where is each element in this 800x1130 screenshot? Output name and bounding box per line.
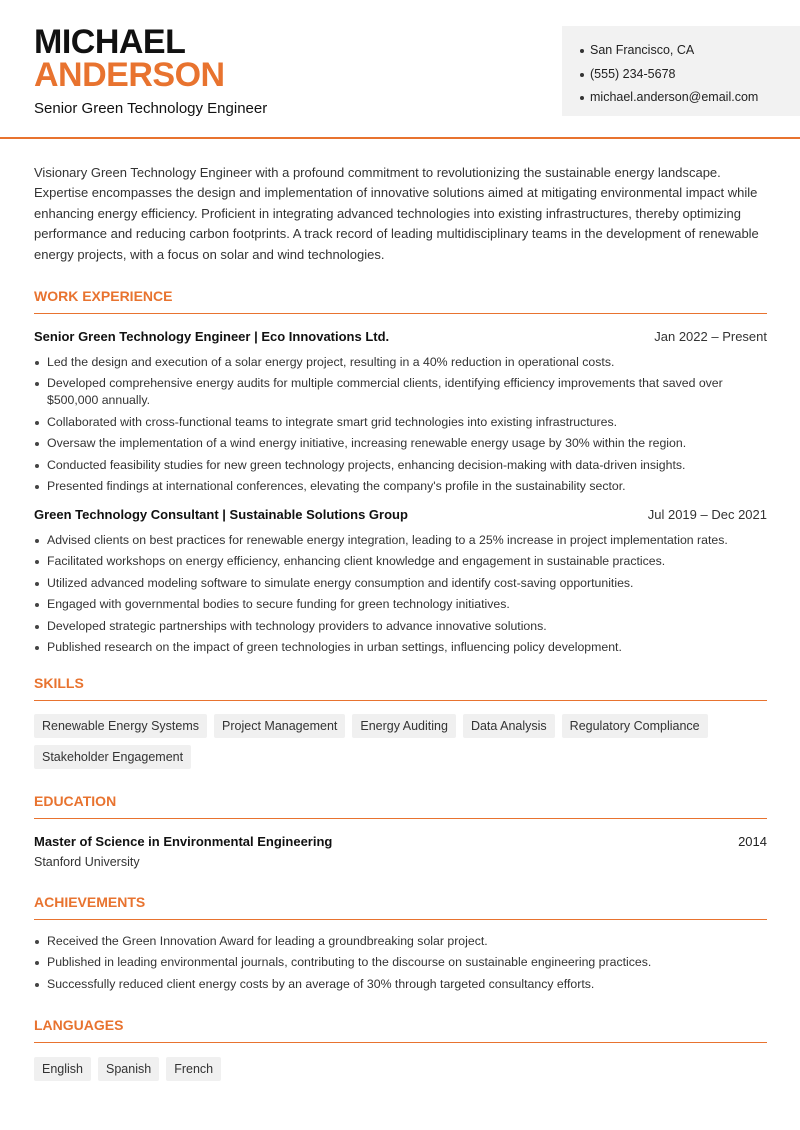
list-item: Developed comprehensive energy audits for multiple commercial clients, identifying efficiency improvements that saved over $500,000 annually. [34, 375, 767, 409]
contact-box [562, 26, 800, 116]
education-year: 2014 [738, 833, 767, 849]
job-entry [34, 507, 767, 656]
first-name: MICHAEL [34, 23, 186, 61]
skill-tag: Data Analysis [463, 714, 555, 738]
work-experience-heading: WORK EXPERIENCE [34, 289, 767, 314]
skills-list [34, 714, 767, 769]
list-item: Published research on the impact of green technologies in urban settings, influencing policy development. [34, 639, 767, 656]
skill-tag: Regulatory Compliance [562, 714, 708, 738]
list-item: Engaged with governmental bodies to secure funding for green technology initiatives. [34, 596, 767, 613]
list-item: Published in leading environmental journals, contributing to the discourse on sustainable engineering practices. [34, 954, 767, 971]
contact-phone: (555) 234-5678 [580, 63, 800, 87]
list-item: Received the Green Innovation Award for leading a groundbreaking solar project. [34, 933, 767, 950]
list-item: Collaborated with cross-functional teams to integrate smart grid technologies into existing infrastructures. [34, 414, 767, 431]
list-item: Conducted feasibility studies for new green technology projects, enhancing decision-making with data-driven insights. [34, 457, 767, 474]
list-item: Utilized advanced modeling software to simulate energy consumption and identify cost-saving opportunities. [34, 575, 767, 592]
list-item: Advised clients on best practices for renewable energy integration, leading to a 25% increase in project implementation rates. [34, 532, 767, 549]
languages-heading: LANGUAGES [34, 1018, 767, 1043]
skill-tag: Stakeholder Engagement [34, 745, 191, 769]
skills-heading: SKILLS [34, 676, 767, 701]
contact-email: michael.anderson@email.com [580, 86, 800, 110]
resume-header [0, 0, 800, 139]
achievements-list [34, 933, 767, 993]
achievements-heading: ACHIEVEMENTS [34, 895, 767, 920]
list-item: Developed strategic partnerships with technology providers to advance innovative solutions. [34, 618, 767, 635]
skill-tag: Energy Auditing [352, 714, 456, 738]
education-entry [34, 834, 767, 869]
languages-list [34, 1057, 767, 1081]
resume-content [34, 163, 767, 1081]
education-degree: Master of Science in Environmental Engineering [34, 833, 333, 849]
job-bullets [34, 354, 767, 495]
job-entry [34, 329, 767, 495]
list-item: Oversaw the implementation of a wind energy initiative, increasing renewable energy usage by 30% within the region. [34, 435, 767, 452]
job-bullets [34, 532, 767, 656]
skill-tag: Project Management [214, 714, 345, 738]
language-tag: French [166, 1057, 221, 1081]
list-item: Led the design and execution of a solar energy project, resulting in a 40% reduction in operational costs. [34, 354, 767, 371]
list-item: Presented findings at international conferences, elevating the company's profile in the sustainability sector. [34, 478, 767, 495]
last-name: ANDERSON [34, 56, 225, 94]
education-school: Stanford University [34, 854, 140, 869]
contact-location: San Francisco, CA [580, 39, 800, 63]
job-role: Green Technology Consultant | Sustainable Solutions Group [34, 506, 408, 522]
education-heading: EDUCATION [34, 794, 767, 819]
list-item: Facilitated workshops on energy efficiency, enhancing client knowledge and engagement in sustainable practices. [34, 553, 767, 570]
language-tag: English [34, 1057, 91, 1081]
language-tag: Spanish [98, 1057, 159, 1081]
job-dates: Jan 2022 – Present [654, 329, 767, 345]
job-title: Senior Green Technology Engineer [34, 100, 268, 117]
summary-text: Visionary Green Technology Engineer with a profound commitment to revolutionizing the sustainable energy landscape. Expertise encompasses the design and implementation of innovative solutions aimed at mitigating environmental impact while enhancing energy efficiency. Proficient in integrating advanced technologies into existing infrastructures, thereby optimizing performance and reducing carbon footprints. A track record of leading multidisciplinary teams in the development of renewable energy projects, with a focus on solar and wind technologies. [34, 165, 759, 262]
job-role: Senior Green Technology Engineer | Eco Innovations Ltd. [34, 329, 390, 345]
skill-tag: Renewable Energy Systems [34, 714, 207, 738]
list-item: Successfully reduced client energy costs by an average of 30% through targeted consultancy efforts. [34, 976, 767, 993]
job-dates: Jul 2019 – Dec 2021 [647, 506, 767, 522]
